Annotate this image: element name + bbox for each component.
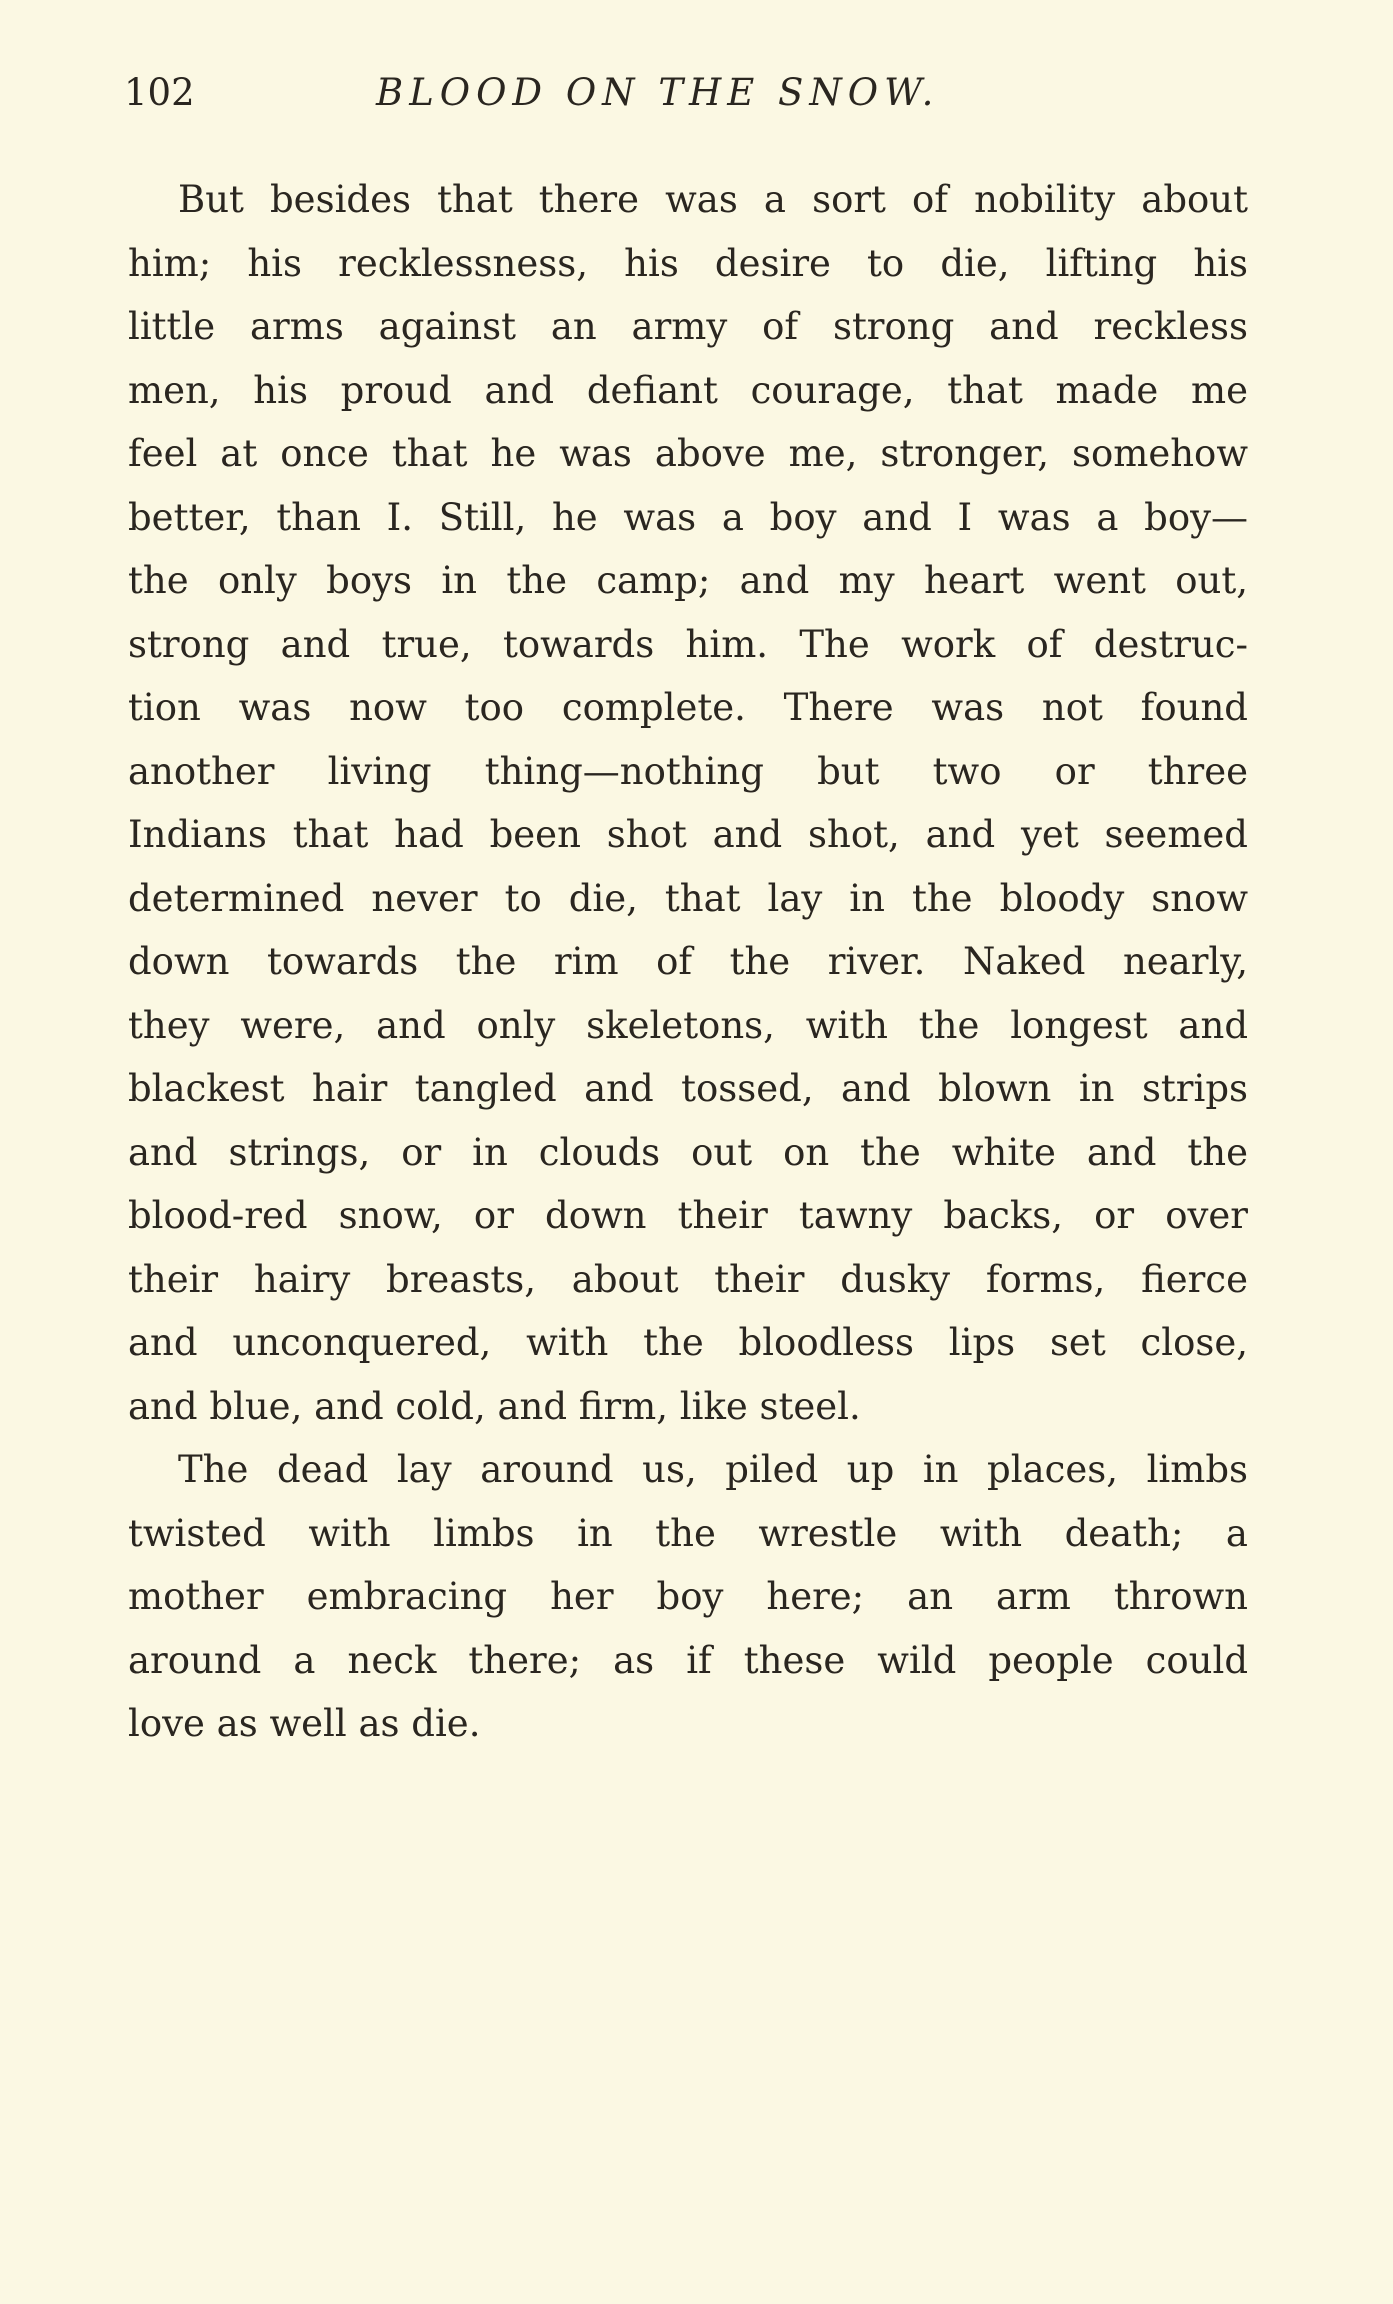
text-line: they were, and only skeletons, with the longest and [128,1003,1248,1047]
text-line: him; his recklessness, his desire to die, lifting his [128,241,1248,285]
page-number: 102 [124,71,195,114]
text-line: men, his proud and defiant courage, that made me [128,368,1248,412]
text-line: blood-red snow, or down their tawny backs, or over [128,1194,1248,1237]
text-line: and strings, or in clouds out on the white and the [128,1130,1248,1174]
text-line: another living thing—nothing but two or three [128,749,1248,793]
text-line: mother embracing her boy here; an arm thrown [128,1575,1248,1618]
text-line: the only boys in the camp; and my heart went out, [128,559,1248,602]
text-line: blackest hair tangled and tossed, and blown in strips [128,1067,1248,1110]
text-line: The dead lay around us, piled up in places, limbs [178,1448,1248,1491]
text-line: determined never to die, that lay in the bloody snow [128,876,1248,920]
text-line: tion was now too complete. There was not found [128,686,1248,729]
text-line: Indians that had been shot and shot, and yet seemed [128,813,1248,856]
text-line: twisted with limbs in the wrestle with death; a [128,1511,1248,1555]
text-line: strong and true, towards him. The work of destruc- [128,622,1248,666]
text-line: feel at once that he was above me, stronger, somehow [128,432,1248,475]
text-line: their hairy breasts, about their dusky forms, fierce [128,1257,1248,1301]
text-line: love as well as die. [128,1702,481,1745]
text-line: down towards the rim of the river. Naked nearly, [128,940,1248,983]
text-line: But besides that there was a sort of nobility about [178,178,1248,221]
text-line: around a neck there; as if these wild people could [128,1638,1248,1682]
text-line: little arms against an army of strong and reckless [128,305,1248,348]
text-line: and unconquered, with the bloodless lips set close, [128,1321,1248,1364]
text-line: better, than I. Still, he was a boy and I was a boy— [128,495,1248,539]
running-title: BLOOD ON THE SNOW. [376,71,940,114]
text-line: and blue, and cold, and firm, like steel. [128,1384,861,1428]
body-text [128,168,1248,1756]
running-head [124,68,1254,118]
